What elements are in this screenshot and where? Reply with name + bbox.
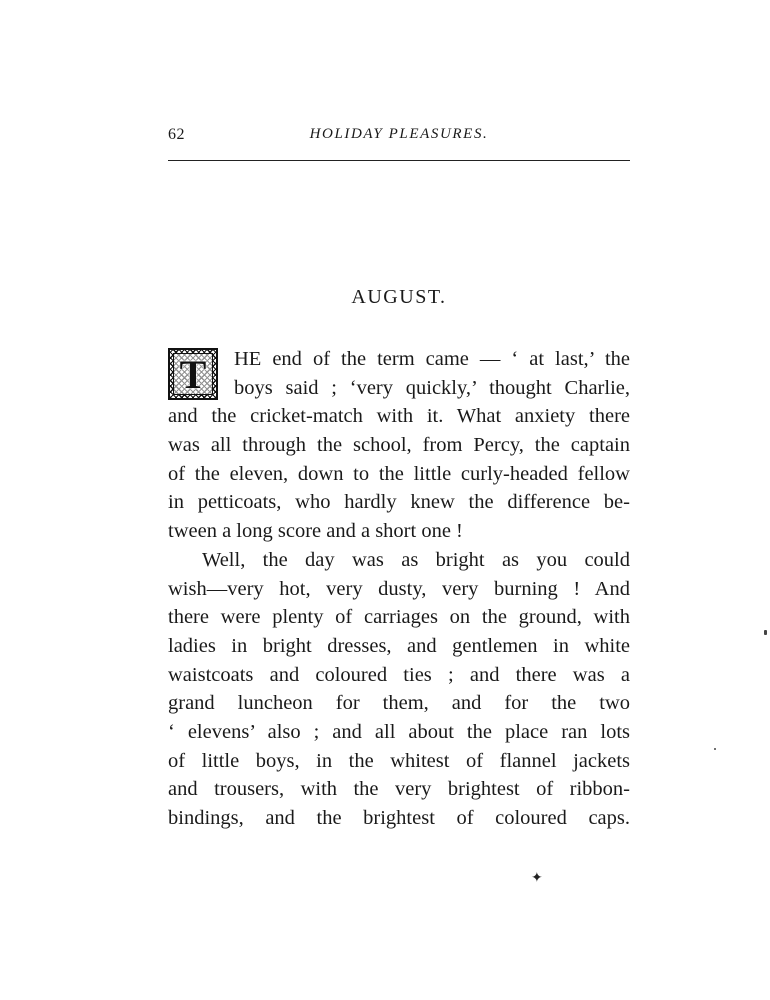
running-head xyxy=(168,126,630,150)
text-line: boys said ; ‘very quickly,’ thought Charlie, xyxy=(234,376,630,399)
text-line: tween a long score and a short one ! xyxy=(168,520,463,543)
text-line: in petticoats, who hardly knew the difference be- xyxy=(168,491,630,514)
text-line: wish—very hot, very dusty, very burning ! And xyxy=(168,577,630,600)
text-line: Well, the day was as bright as you could xyxy=(202,548,630,571)
text-line: grand luncheon for them, and for the two xyxy=(168,692,630,715)
text-line: bindings, and the brightest of coloured caps. xyxy=(168,807,630,829)
text-line: was all through the school, from Percy, the captain xyxy=(168,434,630,457)
text-line: of the eleven, down to the little curly-headed fellow xyxy=(168,462,630,485)
paragraph-1 xyxy=(168,345,630,546)
text-line: and the cricket-match with it. What anxiety there xyxy=(168,405,630,428)
text-line: ‘ elevens’ also ; and all about the place ran lots xyxy=(168,720,630,743)
printer-ornament-icon: ✦ xyxy=(531,871,543,886)
body-text xyxy=(168,345,630,833)
text-line: there were plenty of carriages on the ground, with xyxy=(168,606,630,629)
paper-speck xyxy=(714,748,716,750)
decorated-drop-cap xyxy=(168,348,218,400)
page-number: 62 xyxy=(168,126,185,143)
text-line: waistcoats and coloured ties ; and there was a xyxy=(168,663,630,686)
paragraph-2 xyxy=(168,546,630,833)
paper-speck xyxy=(764,630,767,635)
text-line: HE end of the term came — ‘ at last,’ the xyxy=(234,348,630,370)
drop-cap-letter: T xyxy=(179,352,207,397)
chapter-title: AUGUST. xyxy=(351,286,447,308)
running-title: HOLIDAY PLEASURES. xyxy=(309,126,489,142)
text-line: and trousers, with the very brightest of ribbon- xyxy=(168,778,630,801)
text-line: of little boys, in the whitest of flannel jackets xyxy=(168,749,630,772)
header-rule xyxy=(168,160,630,161)
text-line: ladies in bright dresses, and gentlemen in white xyxy=(168,634,630,657)
